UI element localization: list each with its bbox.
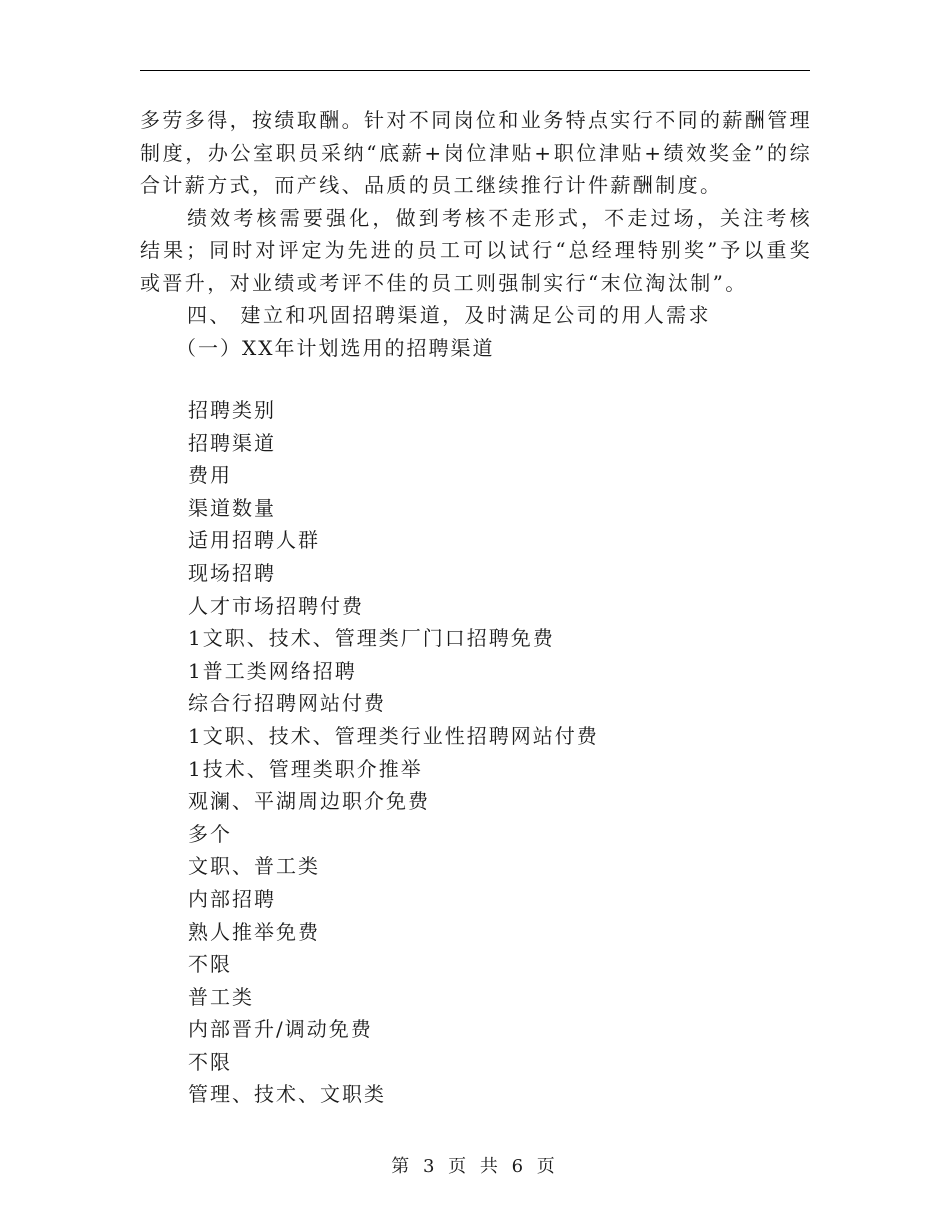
list-item: 熟人推举免费 — [188, 919, 320, 944]
list-item: 普工类 — [188, 984, 254, 1009]
list-item: 招聘渠道 — [188, 430, 276, 455]
paragraph-performance: 绩效考核需要强化，做到考核不走形式，不走过场，关注考核结果；同时对评定为先进的员工可以试行“总经理特别奖”予以重奖或晋升，对业绩或考评不佳的员工则强制实行“末位淘汰制”。 — [140, 205, 812, 295]
list-item: 现场招聘 — [188, 560, 276, 585]
header-divider — [140, 70, 810, 71]
list-item: 人才市场招聘付费 — [188, 593, 364, 618]
list-item: 观澜、平湖周边职介免费 — [188, 789, 430, 814]
list-item: 招聘类别 — [188, 398, 276, 422]
list-item: 适用招聘人群 — [188, 528, 320, 553]
list-item: 渠道数量 — [188, 495, 276, 520]
list-item: 不限 — [188, 952, 232, 977]
list-item: 综合行招聘网站付费 — [188, 691, 386, 716]
page-number-footer: 第 3 页 共 6 页 — [391, 1156, 559, 1177]
list-item: 1普工类网络招聘 — [188, 658, 357, 683]
list-item: 文职、普工类 — [188, 854, 320, 879]
paragraph-salary: 多劳多得，按绩取酬。针对不同岗位和业务特点实行不同的薪酬管理制度，办公室职员采纳“底薪+岗位津贴+职位津贴+绩效奖金”的综合计薪方式，而产线、品质的员工继续推行计件薪酬制度。 — [140, 108, 812, 197]
list-item: 内部招聘 — [188, 886, 276, 911]
recruitment-channel-list — [188, 394, 599, 1111]
list-item: 管理、技术、文职类 — [188, 1082, 386, 1107]
list-item: 1文职、技术、管理类行业性招聘网站付费 — [188, 723, 599, 748]
subsection-heading: （一）XX年计划选用的招聘渠道 — [176, 335, 495, 360]
list-item: 多个 — [188, 821, 232, 846]
list-item: 1文职、技术、管理类厂门口招聘免费 — [188, 626, 555, 651]
section-heading: 四、 建立和巩固招聘渠道，及时满足公司的用人需求 — [187, 303, 711, 327]
list-item: 不限 — [188, 1049, 232, 1074]
list-item: 费用 — [188, 463, 232, 488]
list-item: 1技术、管理类职介推举 — [188, 756, 423, 781]
list-item: 内部晋升/调动免费 — [188, 1017, 373, 1042]
document-body — [140, 104, 812, 364]
